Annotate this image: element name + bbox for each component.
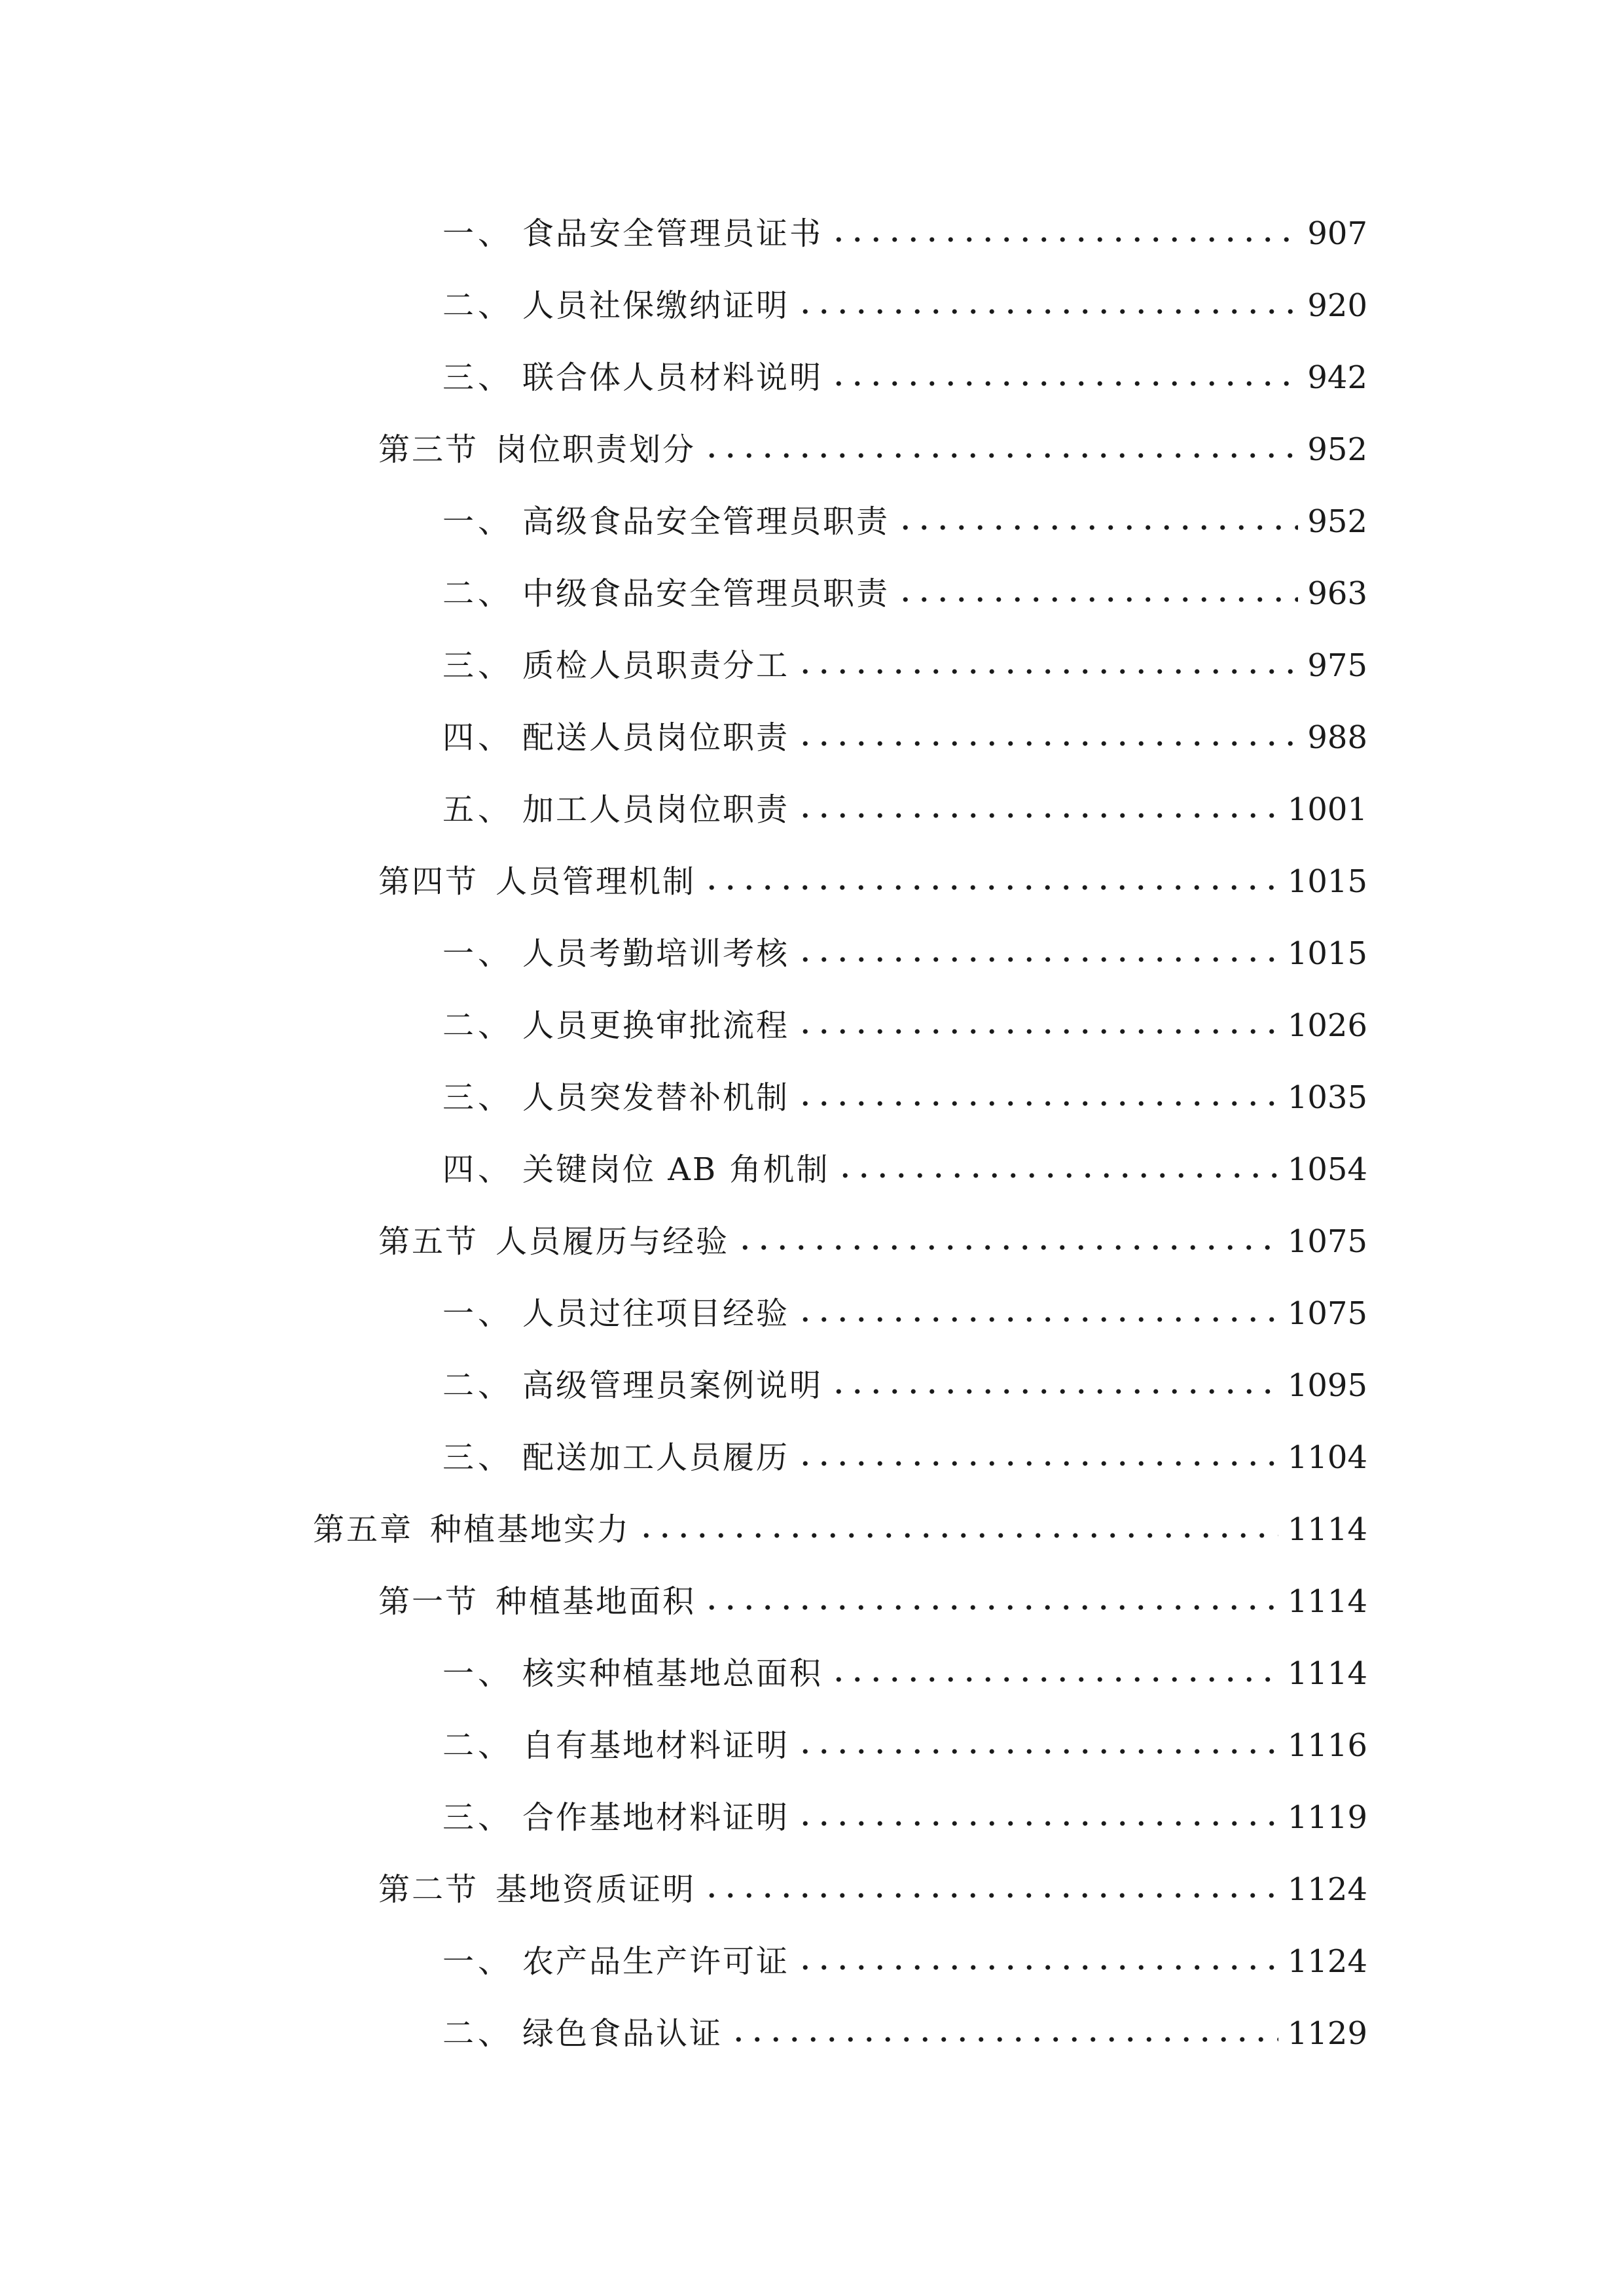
toc-entry[interactable]	[442, 1284, 1367, 1343]
dot-leader	[836, 1173, 1278, 1178]
toc-entry-title: 自有基地材料证明	[522, 1727, 790, 1764]
toc-section-entry[interactable]	[378, 420, 1367, 479]
toc-entry-number: 三、	[442, 1439, 514, 1476]
toc-section-entry[interactable]	[378, 1572, 1367, 1631]
toc-entry[interactable]	[442, 564, 1367, 623]
dot-leader	[796, 1317, 1278, 1322]
toc-entry[interactable]	[442, 1644, 1367, 1703]
toc-entry-page: 1129	[1287, 2015, 1367, 2052]
toc-entry-number: 一、	[442, 503, 514, 540]
toc-entry-page: 1114	[1287, 1511, 1367, 1548]
toc-entry-page: 1124	[1287, 1871, 1367, 1908]
toc-entry-number: 三、	[442, 647, 514, 684]
toc-entry-number: 三、	[442, 1799, 514, 1836]
toc-entry-number: 二、	[442, 2015, 514, 2052]
toc-entry-title: 人员突发替补机制	[522, 1079, 790, 1116]
toc-entry[interactable]	[442, 708, 1367, 767]
toc-entry-page: 1104	[1287, 1439, 1367, 1476]
toc-entry-title: 高级管理员案例说明	[522, 1367, 823, 1404]
toc-entry[interactable]	[442, 1716, 1367, 1775]
toc-entry-number: 五、	[442, 791, 514, 828]
toc-entry-number: 第一节	[378, 1583, 479, 1620]
toc-entry-number: 一、	[442, 935, 514, 972]
toc-entry-page: 1015	[1287, 863, 1367, 900]
toc-entry-title: 质检人员职责分工	[522, 647, 790, 684]
toc-entry-number: 一、	[442, 1943, 514, 1980]
toc-entry-number: 第五节	[378, 1223, 479, 1260]
toc-entry-title: 农产品生产许可证	[522, 1943, 790, 1980]
dot-leader	[796, 1461, 1278, 1466]
toc-section-entry[interactable]	[378, 1212, 1367, 1271]
toc-entry-page: 907	[1307, 215, 1367, 252]
toc-entry-title: 人员履历与经验	[496, 1223, 730, 1260]
toc-entry[interactable]	[442, 2004, 1367, 2063]
toc-chapter-entry[interactable]	[313, 1500, 1367, 1559]
dot-leader	[796, 1821, 1278, 1826]
toc-entry-title: 关键岗位 AB 角机制	[522, 1151, 830, 1188]
toc-entry[interactable]	[442, 924, 1367, 983]
toc-entry-page: 1124	[1287, 1943, 1367, 1980]
toc-entry-page: 963	[1307, 575, 1367, 612]
toc-entry-page: 1116	[1287, 1727, 1367, 1764]
toc-entry-title: 中级食品安全管理员职责	[522, 575, 890, 612]
toc-entry-number: 二、	[442, 1727, 514, 1764]
dot-leader	[829, 237, 1298, 242]
toc-entry-page: 1035	[1287, 1079, 1367, 1116]
toc-entry-number: 四、	[442, 719, 514, 756]
toc-entry[interactable]	[442, 348, 1367, 407]
toc-entry-page: 1054	[1287, 1151, 1367, 1188]
toc-entry-title: 岗位职责划分	[496, 431, 696, 468]
dot-leader	[796, 669, 1298, 674]
toc-entry[interactable]	[442, 276, 1367, 335]
toc-entry-page: 1075	[1287, 1295, 1367, 1332]
toc-entry[interactable]	[442, 1788, 1367, 1847]
dot-leader	[796, 1029, 1278, 1034]
dot-leader	[702, 1893, 1278, 1898]
toc-entry-title: 核实种植基地总面积	[522, 1655, 823, 1692]
toc-entry-number: 一、	[442, 215, 514, 252]
toc-entry-number: 二、	[442, 287, 514, 324]
toc-entry-page: 1119	[1287, 1799, 1367, 1836]
toc-entry-page: 952	[1307, 431, 1367, 468]
dot-leader	[896, 597, 1298, 602]
toc-entry-number: 一、	[442, 1295, 514, 1332]
dot-leader	[702, 885, 1278, 890]
toc-entry[interactable]	[442, 996, 1367, 1055]
toc-entry[interactable]	[442, 1428, 1367, 1487]
toc-entry-title: 基地资质证明	[496, 1871, 696, 1908]
dot-leader	[736, 1245, 1278, 1250]
toc-entry-number: 二、	[442, 1007, 514, 1044]
toc-entry-number: 第五章	[313, 1511, 414, 1548]
toc-entry-page: 975	[1307, 647, 1367, 684]
toc-entry-number: 一、	[442, 1655, 514, 1692]
dot-leader	[796, 957, 1278, 962]
dot-leader	[702, 453, 1298, 458]
toc-entry-number: 三、	[442, 359, 514, 396]
toc-entry-page: 1026	[1287, 1007, 1367, 1044]
dot-leader	[796, 309, 1298, 314]
toc-entry-number: 四、	[442, 1151, 514, 1188]
toc-entry-page: 952	[1307, 503, 1367, 540]
toc-entry-page: 1114	[1287, 1655, 1367, 1692]
dot-leader	[896, 525, 1298, 530]
toc-entry-title: 合作基地材料证明	[522, 1799, 790, 1836]
toc-entry[interactable]	[442, 1068, 1367, 1127]
dot-leader	[796, 1749, 1278, 1754]
toc-entry-number: 第二节	[378, 1871, 479, 1908]
toc-entry-page: 920	[1307, 287, 1367, 324]
toc-entry-title: 绿色食品认证	[522, 2015, 723, 2052]
toc-entry-number: 二、	[442, 575, 514, 612]
toc-entry[interactable]	[442, 636, 1367, 695]
toc-entry-number: 三、	[442, 1079, 514, 1116]
toc-entry[interactable]	[442, 1932, 1367, 1991]
toc-entry-title: 人员社保缴纳证明	[522, 287, 790, 324]
toc-entry-page: 1075	[1287, 1223, 1367, 1260]
toc-entry-page: 988	[1307, 719, 1367, 756]
toc-entry-title: 配送人员岗位职责	[522, 719, 790, 756]
dot-leader	[796, 1101, 1278, 1106]
toc-entry[interactable]	[442, 204, 1367, 263]
toc-section-entry[interactable]	[378, 1860, 1367, 1919]
toc-entry-title: 高级食品安全管理员职责	[522, 503, 890, 540]
toc-entry-title: 配送加工人员履历	[522, 1439, 790, 1476]
toc-entry-title: 人员考勤培训考核	[522, 935, 790, 972]
toc-entry-title: 人员管理机制	[496, 863, 696, 900]
toc-entry[interactable]	[442, 1140, 1367, 1199]
toc-entry-page: 1015	[1287, 935, 1367, 972]
toc-entry-title: 人员过往项目经验	[522, 1295, 790, 1332]
dot-leader	[829, 1389, 1278, 1394]
toc-section-entry[interactable]	[378, 852, 1367, 911]
dot-leader	[829, 381, 1298, 386]
toc-entry-page: 1114	[1287, 1583, 1367, 1620]
toc-entry-title: 加工人员岗位职责	[522, 791, 790, 828]
toc-entry-page: 942	[1307, 359, 1367, 396]
toc-entry-number: 第四节	[378, 863, 479, 900]
toc-entry-title: 人员更换审批流程	[522, 1007, 790, 1044]
dot-leader	[796, 1965, 1278, 1970]
toc-entry-title: 种植基地实力	[430, 1511, 631, 1548]
toc-entry-title: 联合体人员材料说明	[522, 359, 823, 396]
toc-entry[interactable]	[442, 780, 1367, 839]
toc-entry-page: 1095	[1287, 1367, 1367, 1404]
toc-entry-title: 食品安全管理员证书	[522, 215, 823, 252]
toc-entry[interactable]	[442, 1356, 1367, 1415]
dot-leader	[637, 1533, 1278, 1538]
dot-leader	[829, 1677, 1278, 1682]
toc-entry-number: 第三节	[378, 431, 479, 468]
dot-leader	[796, 741, 1298, 746]
dot-leader	[796, 813, 1278, 818]
dot-leader	[729, 2037, 1278, 2042]
toc-entry-number: 二、	[442, 1367, 514, 1404]
dot-leader	[702, 1605, 1278, 1610]
toc-entry-title: 种植基地面积	[496, 1583, 696, 1620]
toc-entry[interactable]	[442, 492, 1367, 551]
toc-entry-page: 1001	[1287, 791, 1367, 828]
